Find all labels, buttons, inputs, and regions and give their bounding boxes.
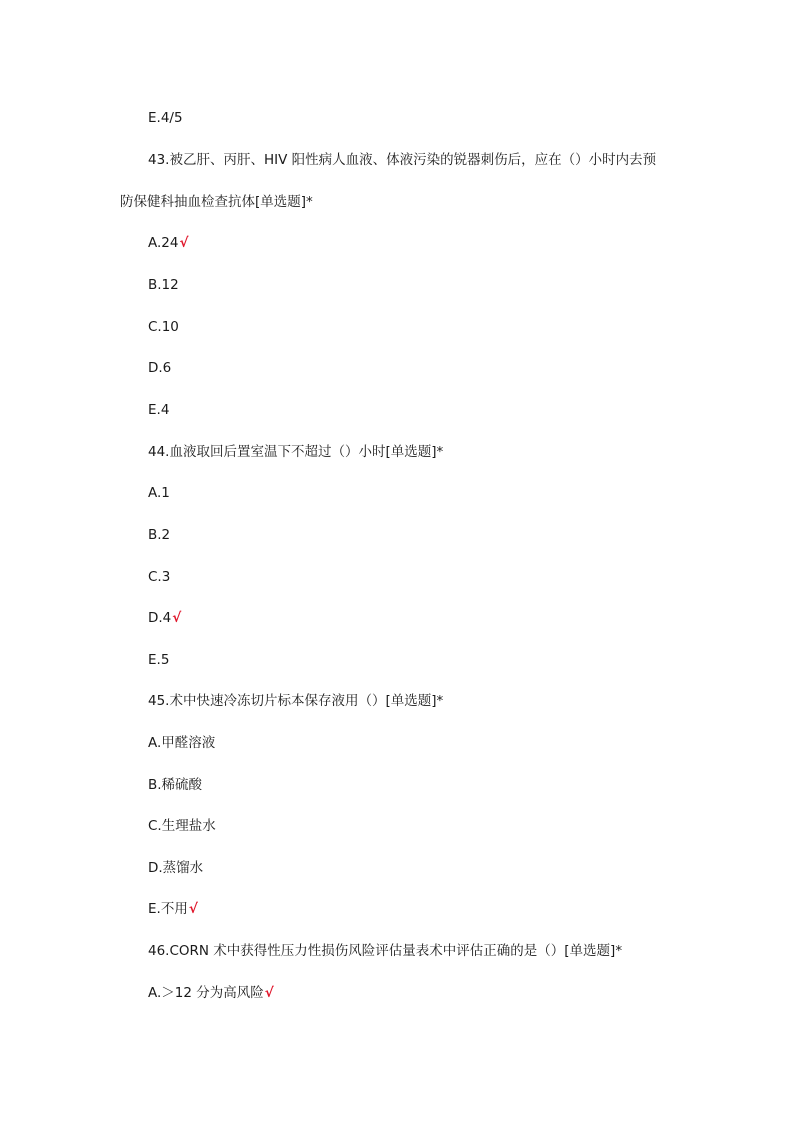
option-text: D.4	[148, 610, 172, 626]
option-text: A.＞12 分为高风险	[148, 985, 264, 1001]
q45-option-c	[148, 817, 216, 835]
check-mark-icon: √	[172, 610, 182, 626]
option-text: C.生理盐水	[148, 818, 216, 834]
option-text: E.4	[148, 402, 170, 418]
q44-option-c	[148, 568, 170, 586]
q43-option-c	[148, 318, 179, 336]
q46-option-a	[148, 984, 274, 1002]
q45-option-b	[148, 776, 202, 794]
option-text: C.3	[148, 569, 171, 585]
option-prev-e	[148, 109, 183, 127]
option-text: A.24	[148, 235, 179, 251]
question-43-line1: 43.被乙肝、丙肝、HIV 阳性病人血液、体液污染的锐器刺伤后，应在（）小时内去预	[148, 152, 657, 168]
q43-option-b	[148, 276, 179, 294]
option-text: B.稀硫酸	[148, 777, 203, 793]
check-mark-icon: √	[264, 985, 274, 1001]
q45-option-e	[148, 900, 198, 918]
q45-option-a	[148, 734, 215, 752]
question-44-line1: 44.血液取回后置室温下不超过（）小时[单选题]*	[148, 444, 444, 460]
q45-option-d	[148, 859, 203, 877]
q43-option-a	[148, 234, 188, 252]
option-text: B.12	[148, 277, 179, 293]
option-text: C.10	[148, 319, 179, 335]
option-text: E.4/5	[148, 110, 183, 126]
question-43-line2: 防保健科抽血检查抗体[单选题]*	[120, 194, 313, 210]
q43-option-e	[148, 401, 169, 419]
option-text: A.1	[148, 485, 170, 501]
option-text: D.6	[148, 360, 172, 376]
q44-option-b	[148, 526, 170, 544]
q44-option-e	[148, 651, 169, 669]
option-text: D.蒸馏水	[148, 860, 204, 876]
check-mark-icon: √	[188, 901, 198, 917]
check-mark-icon: √	[179, 235, 189, 251]
q43-option-d	[148, 359, 171, 377]
q44-option-d	[148, 609, 181, 627]
q44-option-a	[148, 484, 170, 502]
option-text: E.5	[148, 652, 170, 668]
question-45-line1: 45.术中快速冷冻切片标本保存液用（）[单选题]*	[148, 693, 444, 709]
option-text: B.2	[148, 527, 171, 543]
option-text: E.不用	[148, 901, 188, 917]
question-46-line1: 46.CORN 术中获得性压力性损伤风险评估量表术中评估正确的是（）[单选题]*	[148, 943, 623, 959]
option-text: A.甲醛溶液	[148, 735, 216, 751]
